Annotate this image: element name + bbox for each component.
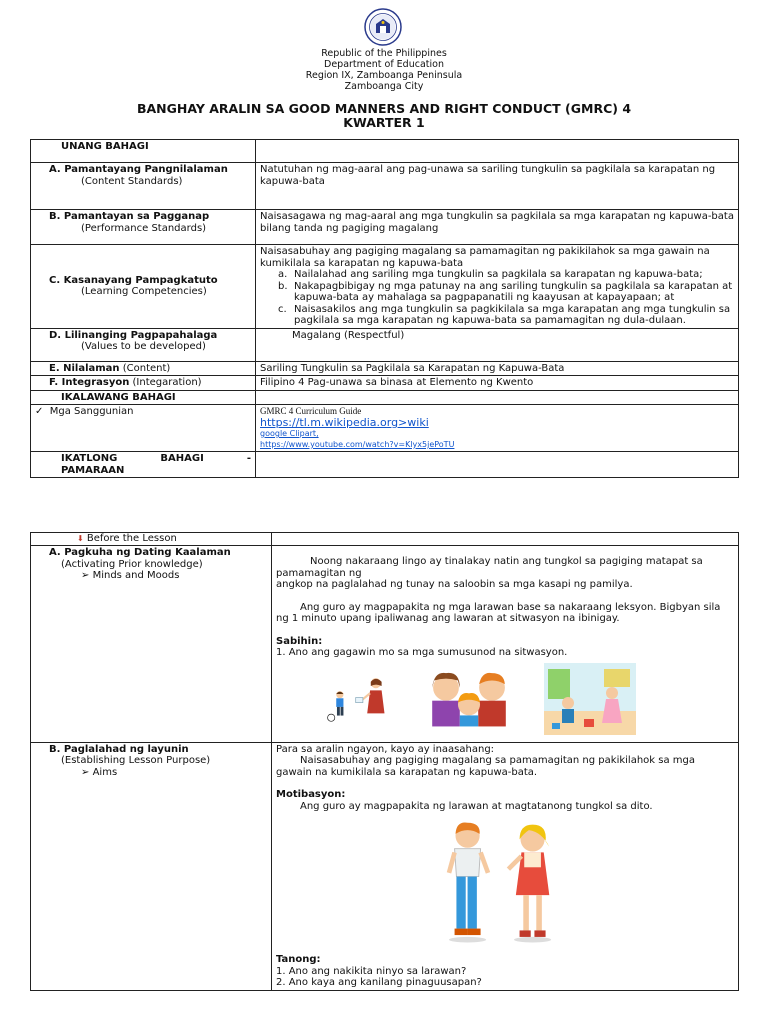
messy-room-illustration (544, 663, 636, 735)
tanong-label: Tanong: (276, 954, 321, 965)
ref-curriculum-guide: GMRC 4 Curriculum Guide (260, 406, 362, 416)
learning-competencies-cell (256, 245, 739, 329)
content-standards-text: Natutuhan ng mag-aaral ang pag-unawa sa sariling tungkulin sa pagkilala sa karapatan ng kapuwa-bata (256, 163, 739, 210)
sabihin-label: Sabihin: (276, 635, 323, 647)
references-cell (256, 405, 739, 452)
family-faces-illustration (423, 663, 515, 731)
prior-knowledge-p2: Ang guro ay magpapakita ng mga larawan base sa nakaraang leksyon. Bigbyan sila ng 1 minuto upang ipaliwanag ang lawaran at sitwasyon na ibinigay. (276, 601, 721, 624)
competency-list (260, 269, 734, 327)
ref-youtube-link[interactable]: https://www.youtube.com/watch?v=Klyx5jePoTU (260, 440, 455, 449)
competency-item: a. Nailalahad ang sariling mga tungkulin sa pagkilala sa karapatan ng kapuwa-bata; (278, 269, 703, 280)
prior-knowledge-cell (272, 546, 739, 743)
motivation-illustration (276, 816, 734, 954)
header-region: Region IX, Zamboanga Peninsula (305, 70, 463, 81)
lesson-purpose-intro: Para sa aralin ngayon, kayo ay inaasahang: (276, 743, 495, 755)
header-city: Zamboanga City (344, 81, 424, 92)
ref-wikipedia-link[interactable]: https://tl.m.wikipedia.org>wiki (260, 416, 429, 429)
deped-seal-logo (364, 8, 402, 46)
references-label: Mga Sanggunian (49, 406, 134, 417)
row-content-standards-label (31, 163, 256, 210)
tanong-question-1: 1. Ano ang nakikita ninyo sa larawan? (276, 965, 467, 977)
values-title: D. Lilinanging Pagpapahalaga (49, 329, 218, 341)
performance-standards-sub: (Performance Standards) (81, 222, 207, 234)
learning-competencies-title: C. Kasanayang Pampagkatuto (49, 274, 218, 286)
learning-competencies-text: Naisasabuhay ang pagiging magalang sa pamamagitan ng pakikilahok sa mga gawain na kumikilala sa karapatan ng kapuwa-bata (260, 246, 710, 269)
header-republic: Republic of the Philippines (321, 48, 447, 59)
title-line1: BANGHAY ARALIN SA GOOD MANNERS AND RIGHT CONDUCT (GMRC) 4 (136, 101, 632, 116)
row-lesson-purpose-label (31, 742, 272, 990)
before-lesson-cell (31, 533, 272, 546)
ikatlong-bahagi-header: IKATLONG BAHAGI - PAMARAAN (31, 452, 256, 478)
values-sub: (Values to be developed) (81, 341, 206, 352)
document-header (0, 48, 768, 92)
boy-and-girl-talking-illustration (436, 816, 566, 952)
check-icon: ✓ (35, 406, 44, 417)
competency-item: c. Naisasakilos ang mga tungkulin sa pagkikilala sa mga karapatan ang mga tungkulin sa pagkilala sa mga karapatan ng kapuwa-bata sa pamamagitan ng dula-dulaan. (278, 303, 731, 326)
row-values-label (31, 328, 256, 361)
header-department: Department of Education (324, 59, 444, 70)
row-performance-standards-label (31, 210, 256, 245)
values-text: Magalang (Respectful) (256, 328, 739, 361)
lesson-purpose-title: B. Paglalahad ng layunin (49, 743, 189, 755)
integration-text: Filipino 4 Pag-unawa sa binasa at Elemento ng Kwento (256, 376, 739, 391)
content-standards-title: A. Pamantayang Pangnilalaman (49, 164, 228, 175)
performance-standards-text: Naisasagawa ng mag-aaral ang mga tungkulin sa pagkilala sa mga karapatan ng kapuwa-bata bilang tanda ng pagiging magalang (256, 210, 739, 245)
lesson-plan-table-2 (30, 532, 739, 991)
tanong-question-2: 2. Ano kaya ang kanilang pinaguusapan? (276, 977, 482, 988)
aims-bullet: ➢ Aims (81, 766, 118, 778)
lesson-purpose-objective: Naisasabuhay ang pagiging magalang sa pamamagitan ng pakikilahok sa mga gawain na kumikilala sa karapatan ng kapuwa-bata. (276, 755, 695, 778)
title-line2: KWARTER 1 (343, 115, 425, 130)
lesson-purpose-sub: (Establishing Lesson Purpose) (61, 755, 211, 766)
prior-knowledge-p1-line1: Noong nakaraang lingo ay tinalakay natin ang tungkol sa pagiging matapat sa pamamagitan ng (276, 556, 703, 579)
learning-competencies-sub: (Learning Competencies) (81, 286, 207, 298)
before-lesson-label: Before the Lesson (86, 533, 177, 544)
sabihin-question: 1. Ano ang gagawin mo sa mga sumusunod na sitwasyon. (276, 647, 568, 658)
motibasyon-label: Motibasyon: (276, 789, 346, 800)
row-learning-competencies-label (31, 245, 256, 329)
row-references-label (31, 405, 256, 452)
motibasyon-text: Ang guro ay magpapakita ng larawan at magtatanong tungkol sa dito. (300, 800, 653, 812)
row-integration-label: F. Integrasyon (Integaration) (31, 376, 256, 391)
down-arrow-icon: ⬇ (77, 534, 84, 543)
unang-bahagi-header: UNANG BAHAGI (31, 140, 256, 163)
minds-and-moods-bullet: ➢ Minds and Moods (81, 570, 180, 581)
prior-knowledge-title: A. Pagkuha ng Dating Kaalaman (49, 547, 231, 558)
content-standards-sub: (Content Standards) (81, 175, 183, 187)
performance-standards-title: B. Pamantayan sa Pagganap (49, 211, 210, 222)
document-title (0, 102, 768, 130)
ikalawang-bahagi-header: IKALAWANG BAHAGI (31, 390, 256, 405)
competency-item: b. Nakapagbibigay ng mga patunay na ang sariling tungkulin sa pagkilala sa karapatan at kapuwa-bata ay mahalaga sa pagpapanatili ng kaayusan at kapayapaan; at (278, 280, 733, 303)
lesson-purpose-cell (272, 742, 739, 990)
situation-illustrations (276, 663, 734, 741)
prior-knowledge-sub: (Activating Prior knowledge) (61, 558, 203, 570)
row-content-label: E. Nilalaman (Content) (31, 361, 256, 376)
prior-knowledge-p1-line2: angkop na paglalahad ng tunay na saloobin sa mga kasapi ng pamilya. (276, 579, 633, 590)
ref-google-clipart-link[interactable]: google Clipart, (260, 429, 319, 438)
lesson-plan-table-1 (30, 139, 739, 478)
content-text: Sariling Tungkulin sa Pagkilala sa Karapatan ng Kapuwa-Bata (256, 361, 739, 376)
row-prior-knowledge-label (31, 546, 272, 743)
boy-and-mother-illustration (324, 667, 396, 731)
